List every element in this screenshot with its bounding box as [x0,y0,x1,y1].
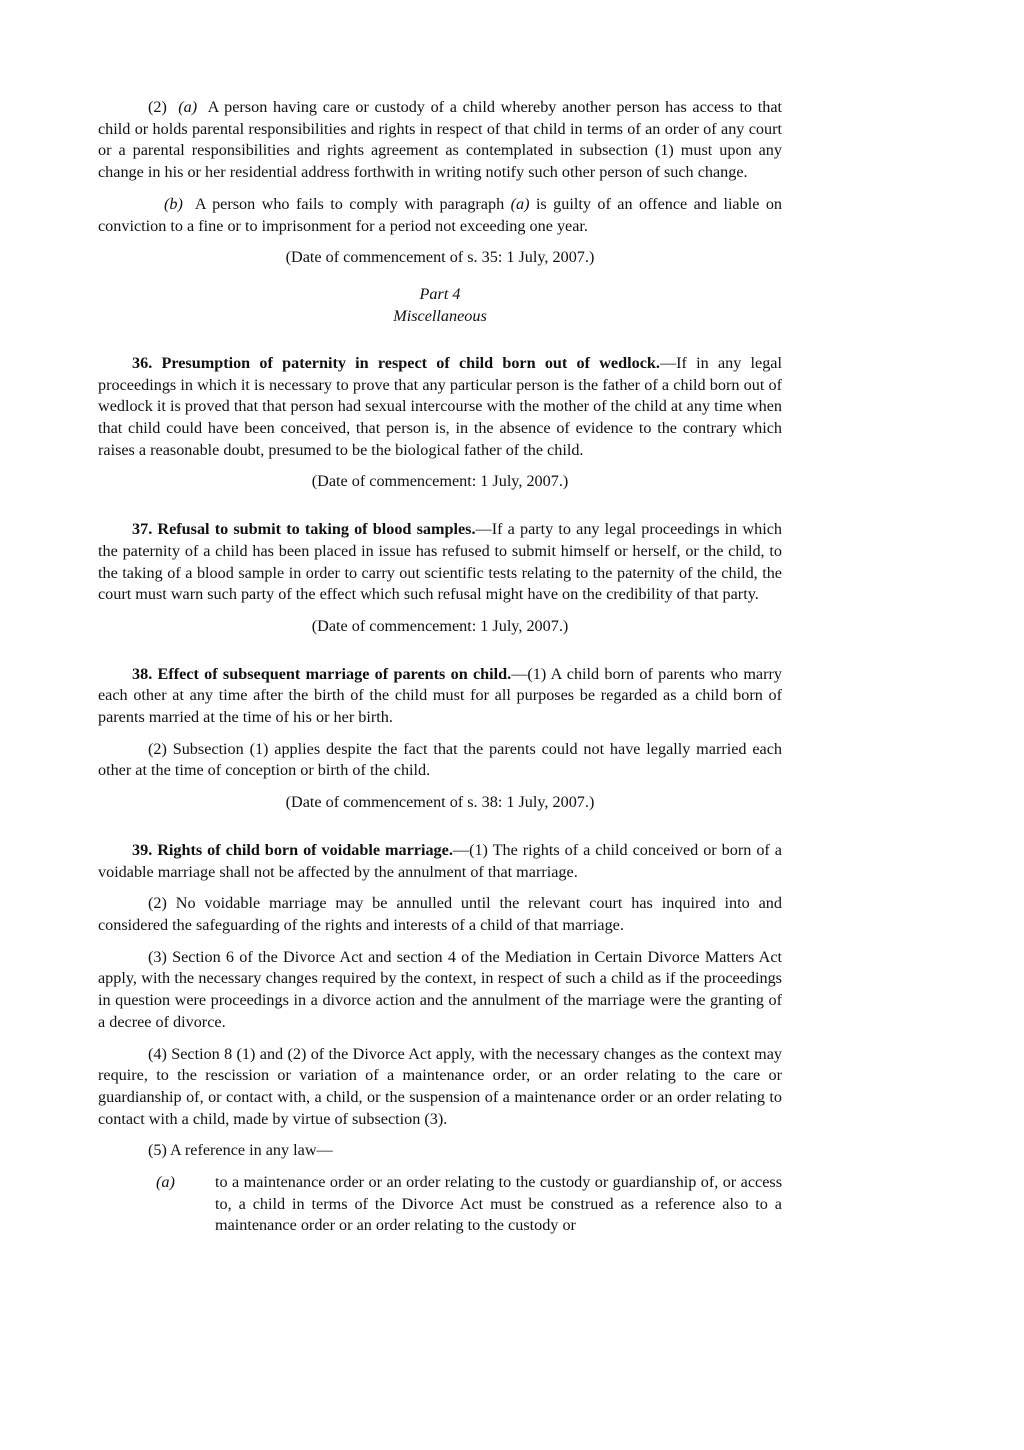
paragraph-text: is guilty of an offence and liable on conviction to a fine or to imprisonment for a period not exceeding one year. [98,194,783,235]
section-36 [98,353,782,462]
s35-subsection-2a [98,97,782,184]
item-letter: (a) [156,1173,175,1192]
s39-subsection-2: (2) No voidable marriage may be annulled until the relevant court has inquired into and considered the safeguarding of the rights and interests of a child of that marriage. [98,894,782,934]
section-heading: 39. Rights of child born of voidable marriage. [132,840,453,859]
document-page [98,97,782,1247]
section-heading: 38. Effect of subsequent marriage of parents on child. [132,664,512,683]
section-text: —(1) A child born of parents who marry each other at any time after the birth of the child must for all purposes be regarded as a child born of parents married at the time of his or her birth. [98,664,782,727]
part-number: Part 4 [419,284,461,303]
item-marker [98,1172,215,1237]
section-38 [98,664,782,729]
section-text: —(1) The rights of a child conceived or born of a voidable marriage shall not be affected by the annulment of that marriage. [98,840,782,881]
s38-subsection-2: (2) Subsection (1) applies despite the fact that the parents could not have legally married each other at the time of conception or birth of the child. [98,739,782,780]
s39-subsection-5a [98,1172,782,1237]
section-text: —If in any legal proceedings in which it is necessary to prove that any particular person is the father of a child born out of wedlock it is proved that that person had sexual intercourse with the mother of the child at any time when that child could have been conceived, that person is, in the absence of evidence to the contrary which raises a reasonable doubt, presumed to be the biological father of the child. [98,353,782,459]
section-37 [98,519,782,606]
paragraph-reference: (a) [510,194,530,213]
section-heading: 37. Refusal to submit to taking of blood samples. [132,520,476,539]
s39-subsection-3: (3) Section 6 of the Divorce Act and section 4 of the Mediation in Certain Divorce Matters Act apply, with the necessary changes required by the context, in respect of such a child as if the proceedings in question were proceedings in a divorce action and the annulment of the marriage were the granting of a decree of divorce. [98,947,782,1031]
section-text: —If a party to any legal proceedings in which the paternity of a child has been placed in issue has refused to submit himself or herself, or the child, to the taking of a blood sample in order to carry out scientific tests relating to the paternity of the child, the court must warn such party of the effect which such refusal might have on the credibility of that party. [98,520,782,604]
paragraph-text: A person who fails to comply with paragraph [194,194,505,213]
paragraph-letter: (b) [164,194,183,213]
section-39 [98,840,782,883]
paragraph-text: A person having care or custody of a child whereby another person has access to that child or holds parental responsibilities and rights in respect of that child in terms of an order of any court or a parental responsibilities and rights agreement as contemplated in subsection (1) must upon any change in his or her residential address forthwith in writing notify such other person of such change. [98,98,783,182]
part-heading [98,283,782,327]
subsection-number: (2) [148,98,167,116]
item-text: to a maintenance order or an order relating to the custody or guardianship of, or access to, a child in terms of the Divorce Act must be construed as a reference also to a maintenance order or an order relating to the custody or [215,1173,782,1235]
s39-subsection-4: (4) Section 8 (1) and (2) of the Divorce Act apply, with the necessary changes as the context may require, to the rescission or variation of a maintenance order, or an order relating to the care or guardianship of, or contact with, a child, or the suspension of a maintenance order or an order relating to contact with a child, made by virtue of subsection (3). [98,1044,782,1128]
s38-commencement: (Date of commencement of s. 38: 1 July, 2007.) [285,793,595,812]
section-heading: 36. Presumption of paternity in respect of child born out of wedlock. [132,353,660,372]
s35-subsection-2b [98,194,782,237]
s35-commencement: (Date of commencement of s. 35: 1 July, 2007.) [285,248,595,267]
part-title: Miscellaneous [393,306,487,325]
s36-commencement: (Date of commencement: 1 July, 2007.) [311,472,569,491]
s39-subsection-5: (5) A reference in any law— [148,1141,333,1160]
s37-commencement: (Date of commencement: 1 July, 2007.) [311,616,569,635]
paragraph-letter: (a) [178,98,198,116]
